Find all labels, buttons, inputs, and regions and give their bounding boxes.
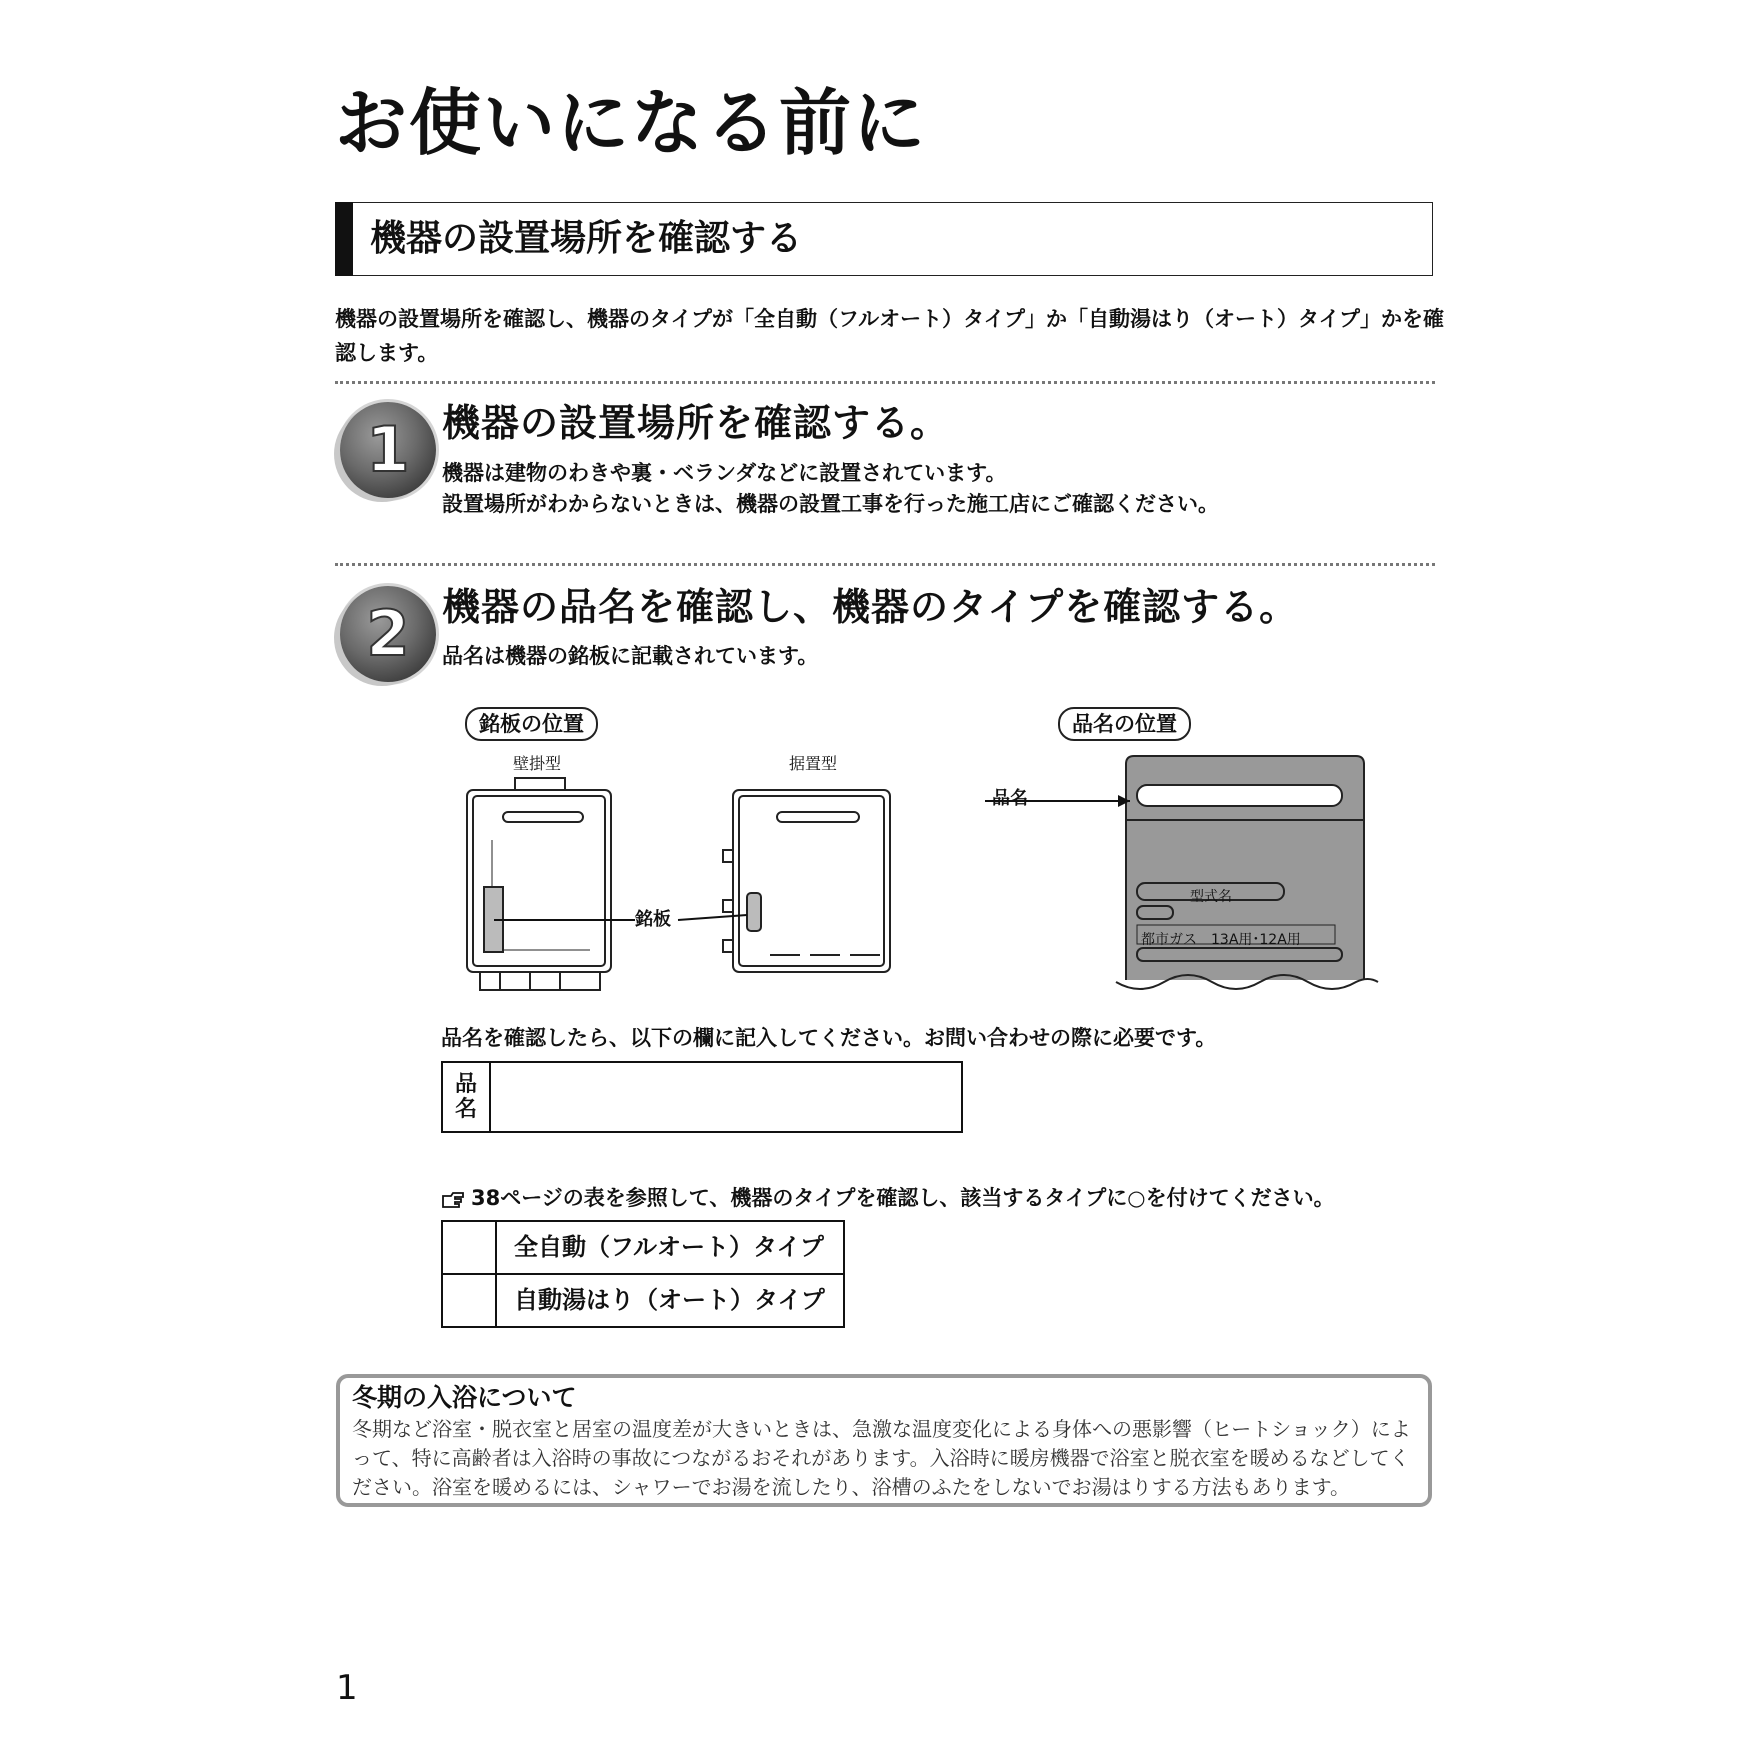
reference-note: 38ページの表を参照して、機器のタイプを確認し、該当するタイプに○を付けてください。 xyxy=(471,1186,1335,1210)
step-1-line-1: 機器は建物のわきや裏・ベランダなどに設置されています。 xyxy=(442,461,1007,485)
product-name-position-label: 品名の位置 xyxy=(1058,707,1191,741)
floor-mount-label: 据置型 xyxy=(789,754,838,773)
floor-mount-unit-drawing xyxy=(723,790,890,972)
nameplate-position-label: 銘板の位置 xyxy=(465,707,598,741)
type-table-row-divider xyxy=(441,1273,845,1275)
winter-notice-text: 冬期など浴室・脱衣室と居室の温度差が大きいときは、急激な温度変化による身体への悪影響（ヒートショック）によって、特に高齢者は入浴時の事故につながるおそれがあります。入浴時に暖房機器で浴室と脱衣室を暖めるなどしてください。浴室を暖めるには、シャワーでお湯を流したり、浴槽のふたをしないでお湯はりする方法もあります。 xyxy=(352,1417,1411,1499)
type-table-column-divider xyxy=(495,1220,497,1328)
wall-mount-label: 壁掛型 xyxy=(513,754,562,773)
step-2-line-1: 品名は機器の銘板に記載されています。 xyxy=(442,644,819,668)
dotted-divider xyxy=(335,381,1435,384)
dotted-divider xyxy=(335,563,1435,566)
type-label-full-auto: 全自動（フルオート）タイプ xyxy=(514,1233,824,1261)
nameplate-leader-line xyxy=(678,915,747,920)
wall-mount-unit-drawing xyxy=(467,778,611,990)
page-title: お使いになる前に xyxy=(335,81,928,165)
product-name-field-label: 品名 xyxy=(454,1072,477,1122)
step-1-title: 機器の設置場所を確認する。 xyxy=(442,401,950,445)
intro-text: 機器の設置場所を確認し、機器のタイプが「全自動（フルオート）タイプ」か「自動湯はり（オート）タイプ」かを確認します。 xyxy=(335,307,1445,365)
type-checkbox-auto[interactable] xyxy=(443,1275,495,1326)
step-1-line-2: 設置場所がわからないときは、機器の設置工事を行った施工店にご確認ください。 xyxy=(442,492,1219,516)
page-number: 1 xyxy=(336,1668,358,1708)
section-heading-bar xyxy=(335,202,353,276)
pointing-hand-icon xyxy=(441,1190,467,1210)
step-2-title: 機器の品名を確認し、機器のタイプを確認する。 xyxy=(442,585,1299,629)
type-checkbox-full-auto[interactable] xyxy=(443,1222,495,1273)
step-2-number: 2 xyxy=(366,597,410,670)
name-box-divider xyxy=(489,1061,491,1133)
product-name-plate-drawing xyxy=(1116,756,1378,989)
product-name-field[interactable] xyxy=(441,1061,963,1133)
record-note: 品名を確認したら、以下の欄に記入してください。お問い合わせの際に必要です。 xyxy=(441,1026,1217,1050)
nameplate-label: 銘板 xyxy=(635,909,671,930)
type-label-auto: 自動湯はり（オート）タイプ xyxy=(514,1286,825,1314)
model-name-label: 型式名 xyxy=(1190,889,1232,905)
section-title: 機器の設置場所を確認する xyxy=(370,218,803,259)
step-1-number: 1 xyxy=(366,413,410,486)
nameplate-diagram xyxy=(440,750,1400,1000)
product-name-label: 品名 xyxy=(992,788,1028,809)
gas-type-label: 都市ガス 13A用･12A用 xyxy=(1141,932,1301,948)
winter-notice-title: 冬期の入浴について xyxy=(352,1383,577,1412)
